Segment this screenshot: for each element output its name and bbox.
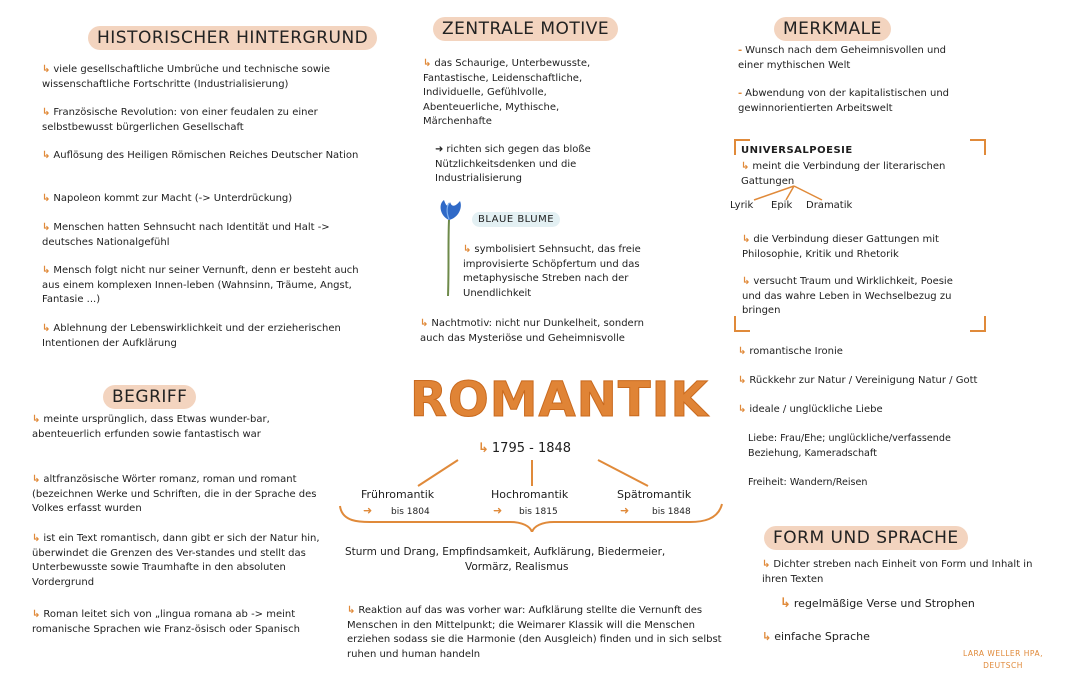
phase-name: Hochromantik bbox=[491, 488, 569, 501]
universalpoesie-title: UNIVERSALPOESIE bbox=[741, 145, 853, 156]
list-item: ↳ Französische Revolution: von einer feudalen zu einer selbstbewusst bürgerlichen Gesellschaft bbox=[42, 107, 318, 133]
dash-icon: - bbox=[738, 88, 743, 99]
phase-date: bis 1804 bbox=[391, 507, 430, 517]
arrow-icon: ↳ bbox=[347, 605, 356, 616]
genre-dramatik: Dramatik bbox=[806, 200, 853, 211]
arrow-right-icon: ➜ bbox=[363, 504, 373, 517]
arrow-icon: ↳ bbox=[32, 414, 41, 425]
genre-lyrik: Lyrik bbox=[730, 200, 754, 211]
arrow-icon: ↳ bbox=[42, 323, 51, 334]
list-item: ↳ regelmäßige Verse und Strophen bbox=[780, 596, 975, 611]
list-item: ↳ Rückkehr zur Natur / Vereinigung Natur / Gott bbox=[738, 375, 978, 386]
list-item: ➜ richten sich gegen das bloße Nützlichkeitsdenken und die Industrialisierung bbox=[435, 144, 591, 184]
list-item: ↳ altfranzösische Wörter romanz, roman und romant (bezeichnen Werke und Schriften, die in der Sprache des Volkes erfasst wurden bbox=[32, 474, 317, 514]
arrow-icon: ↳ bbox=[32, 609, 41, 620]
list-item: ↳ Menschen hatten Sehnsucht nach Identität und Halt -> deutsches Nationalgefühl bbox=[42, 222, 330, 248]
arrow-icon: ↳ bbox=[463, 244, 472, 255]
arrow-icon: ↳ bbox=[42, 64, 51, 75]
page-title: ROMANTIK bbox=[410, 372, 709, 428]
arrow-icon: ↳ bbox=[42, 265, 51, 276]
arrow-icon: ↳ bbox=[738, 375, 747, 386]
epochs-line: Vormärz, Realismus bbox=[465, 561, 569, 573]
arrow-icon: ↳ bbox=[423, 58, 432, 69]
arrow-icon: ↳ bbox=[42, 150, 51, 161]
list-item: - Wunsch nach dem Geheimnisvollen und einer mythischen Welt bbox=[738, 45, 947, 71]
arrow-right-icon: ➜ bbox=[620, 504, 630, 517]
list-item: ↳ meinte ursprünglich, dass Etwas wunder-bar, abenteuerlich erfunden sowie fantastisch war bbox=[32, 414, 270, 440]
phase-name: Frühromantik bbox=[361, 488, 435, 501]
arrow-icon: ↳ bbox=[780, 596, 791, 611]
arrow-icon: ↳ bbox=[478, 441, 489, 456]
list-item: ↳ einfache Sprache bbox=[762, 630, 870, 643]
arrow-icon: ↳ bbox=[420, 318, 429, 329]
freiheit-note: Freiheit: Wandern/Reisen bbox=[748, 477, 868, 488]
list-item: ↳ versucht Traum und Wirklichkeit, Poesie und das wahre Leben in Wechselbezug zu bringen bbox=[742, 276, 953, 316]
liebe-note: Liebe: Frau/Ehe; unglückliche/verfassende Beziehung, Kameradschaft bbox=[748, 433, 951, 459]
header-begriff: BEGRIFF bbox=[103, 385, 196, 409]
list-item: ↳ Auflösung des Heiligen Römischen Reiches Deutscher Nation bbox=[42, 150, 359, 161]
list-item: ↳ symbolisiert Sehnsucht, das freie improvisierte Schöpfertum und das metaphysische Streben nach der Unendlichkeit bbox=[463, 244, 641, 299]
list-item: ↳ Napoleon kommt zur Macht (-> Unterdrückung) bbox=[42, 193, 293, 204]
list-item: ↳ viele gesellschaftliche Umbrüche und technische sowie wissenschaftliche Fortschritte (Industrialisierung) bbox=[42, 64, 330, 90]
list-item: - Abwendung von der kapitalistischen und gewinnorientierten Arbeitswelt bbox=[738, 88, 950, 114]
arrow-right-icon: ➜ bbox=[435, 144, 444, 155]
list-item: ↳ Ablehnung der Lebenswirklichkeit und der erzieherischen Intentionen der Aufklärung bbox=[42, 323, 341, 349]
phase-date: bis 1815 bbox=[519, 507, 558, 517]
list-item: ↳ Reaktion auf das was vorher war: Aufklärung stellte die Vernunft des Menschen in den Mittelpunkt; die Weimarer Klassik will die Menschen erziehen sodass sie die Harmonie (den Ausgleich) finden und in sich selbst ruhen und human handeln bbox=[347, 605, 722, 660]
list-item: ↳ ideale / unglückliche Liebe bbox=[738, 404, 883, 415]
bracket-corner bbox=[970, 316, 986, 332]
list-item: ↳ Dichter streben nach Einheit von Form und Inhalt in ihren Texten bbox=[762, 559, 1033, 585]
list-item: ↳ Mensch folgt nicht nur seiner Vernunft, denn er besteht auch aus einem komplexen Innen-leben (Wahnsinn, Träume, Angst, Fantasie ...) bbox=[42, 265, 359, 305]
arrow-icon: ↳ bbox=[762, 559, 771, 570]
arrow-icon: ↳ bbox=[762, 630, 772, 643]
phase-name: Spätromantik bbox=[617, 488, 692, 501]
list-item: ↳ Roman leitet sich von „lingua romana ab -> meint romanische Sprachen wie Franz-ösisch oder Spanisch bbox=[32, 609, 300, 635]
arrow-icon: ↳ bbox=[738, 346, 747, 357]
header-zentrale-motive: ZENTRALE MOTIVE bbox=[433, 17, 618, 41]
arrow-icon: ↳ bbox=[42, 107, 51, 118]
date-range: ↳ 1795 - 1848 bbox=[478, 441, 572, 456]
dash-icon: - bbox=[738, 45, 743, 56]
arrow-icon: ↳ bbox=[32, 474, 41, 485]
genre-epik: Epik bbox=[771, 200, 793, 211]
list-item: ↳ das Schaurige, Unterbewusste, Fantastische, Leidenschaftliche, Individuelle, Gefühlvolle, Abenteuerliche, Mythische, Märchenhafte bbox=[423, 58, 591, 127]
header-historischer-hintergrund: HISTORISCHER HINTERGRUND bbox=[88, 26, 377, 50]
author-credit: LARA WELLER HPA, DEUTSCH bbox=[963, 649, 1043, 670]
epochs-line: Sturm und Drang, Empfindsamkeit, Aufklärung, Biedermeier, bbox=[345, 546, 666, 558]
arrow-right-icon: ➜ bbox=[493, 504, 503, 517]
header-merkmale: MERKMALE bbox=[774, 17, 891, 41]
arrow-icon: ↳ bbox=[42, 222, 51, 233]
list-item: ↳ meint die Verbindung der literarischen Gattungen bbox=[741, 161, 946, 187]
arrow-icon: ↳ bbox=[742, 276, 751, 287]
arrow-icon: ↳ bbox=[42, 193, 51, 204]
arrow-icon: ↳ bbox=[738, 404, 747, 415]
bracket-corner bbox=[970, 139, 986, 155]
list-item: ↳ romantische Ironie bbox=[738, 346, 843, 357]
arrow-icon: ↳ bbox=[742, 234, 751, 245]
arrow-icon: ↳ bbox=[32, 533, 41, 544]
list-item: ↳ Nachtmotiv: nicht nur Dunkelheit, sondern auch das Mysteriöse und Geheimnisvolle bbox=[420, 318, 644, 344]
list-item: ↳ die Verbindung dieser Gattungen mit Philosophie, Kritik und Rhetorik bbox=[742, 234, 939, 260]
blaue-blume-badge: BLAUE BLUME bbox=[472, 212, 560, 227]
header-form-und-sprache: FORM UND SPRACHE bbox=[764, 526, 968, 550]
phase-date: bis 1848 bbox=[652, 507, 691, 517]
list-item: ↳ ist ein Text romantisch, dann gibt er sich der Natur hin, überwindet die Grenzen des Ver-standes und stellt das Unterbewusste sowie Traumhafte in den absoluten Vordergrund bbox=[32, 533, 320, 588]
arrow-icon: ↳ bbox=[741, 161, 750, 172]
